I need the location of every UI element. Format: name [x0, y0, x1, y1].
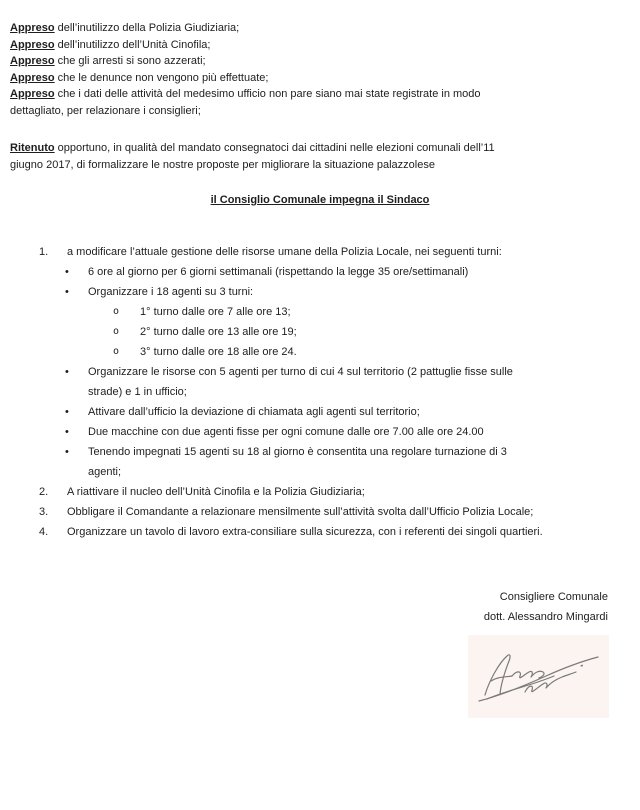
signature-image [468, 635, 609, 718]
premise-text: che gli arresti si sono azzerati; [57, 55, 206, 67]
resolution-row [10, 242, 630, 262]
premise-text: che le denunce non vengono più effettuate; [57, 71, 269, 84]
bullet-icon: • [65, 285, 69, 298]
resolution-row [10, 502, 630, 522]
bullet-icon: • [65, 365, 69, 378]
signature-role: Consigliere Comunale [499, 590, 608, 603]
resolution-line: Organizzare un tavolo di lavoro extra-consiliare sulla sicurezza, con i referenti dei singoli quartieri. [67, 525, 543, 538]
premise-paragraph [10, 20, 630, 37]
resolution-line: strade) e 1 in ufficio; [88, 385, 187, 398]
resolution-text [140, 302, 630, 322]
consideration-text: opportuno, in qualità del mandato consegnatoci dai cittadini nelle elezioni comunali dell’11 [57, 142, 495, 154]
resolution-text [67, 522, 630, 542]
resolution-line: Attivare dall’ufficio la deviazione di chiamata agli agenti sul territorio; [88, 405, 420, 418]
signature-name: dott. Alessandro Mingardi [483, 610, 608, 623]
premise-text: dell’inutilizzo dell’Unità Cinofila; [57, 38, 211, 51]
circle-bullet-icon: o [113, 305, 120, 317]
bullet-icon: • [65, 405, 69, 418]
resolution-line: 1° turno dalle ore 7 alle ore 13; [140, 305, 291, 318]
circle-bullet-icon: o [113, 325, 120, 337]
number-marker: 2. [39, 485, 49, 498]
resolution-text [88, 442, 630, 482]
resolution-line: agenti; [88, 465, 122, 478]
bullet-icon: • [65, 445, 69, 458]
premise-lead: Appreso [10, 38, 55, 51]
premise-paragraph [10, 70, 630, 87]
resolution-line: 2° turno dalle ore 13 alle ore 19; [140, 325, 297, 338]
resolution-row [10, 522, 630, 542]
resolution-text [140, 322, 630, 342]
resolution-text [88, 362, 630, 402]
resolution-row [10, 342, 630, 362]
circle-bullet-icon: o [113, 345, 120, 357]
resolution-line: Tenendo impegnati 15 agenti su 18 al giorno è consentita una regolare turnazione di 3 [88, 445, 507, 458]
resolution-line: Organizzare le risorse con 5 agenti per turno di cui 4 sul territorio (2 pattuglie fisse sulle [88, 365, 513, 378]
resolution-row [10, 282, 630, 302]
premise-paragraph [10, 86, 630, 119]
bullet-icon: • [65, 265, 69, 278]
resolution-text [88, 402, 630, 422]
premises-section [10, 20, 630, 119]
resolution-text [67, 242, 630, 262]
consideration-section [10, 140, 630, 173]
resolution-row [10, 362, 630, 402]
resolution-line: A riattivare il nucleo dell’Unità Cinofila e la Polizia Giudiziaria; [67, 485, 365, 498]
premise-text: dell’inutilizzo della Polizia Giudiziaria; [57, 22, 240, 34]
resolution-text [67, 502, 630, 522]
resolution-text [88, 422, 630, 442]
premise-lead: Appreso [10, 71, 55, 84]
resolution-line: Obbligare il Comandante a relazionare mensilmente sull’attività svolta dall’Ufficio Polizia Locale; [67, 505, 534, 518]
number-marker: 4. [39, 525, 49, 538]
resolution-row [10, 262, 630, 282]
number-marker: 3. [39, 505, 49, 518]
resolution-row [10, 402, 630, 422]
council-heading: il Consiglio Comunale impegna il Sindaco [210, 194, 430, 206]
consideration-lead: Ritenuto [10, 142, 55, 154]
signature-box [468, 635, 609, 718]
premise-paragraph [10, 37, 630, 54]
consideration-text: giugno 2017, di formalizzare le nostre proposte per migliorare la situazione palazzolese [10, 158, 435, 171]
bullet-icon: • [65, 425, 69, 438]
resolution-text [88, 282, 630, 302]
resolution-row [10, 322, 630, 342]
resolution-row [10, 422, 630, 442]
resolution-line: 6 ore al giorno per 6 giorni settimanali (rispettando la legge 35 ore/settimanali) [88, 265, 469, 278]
resolution-text [67, 482, 630, 502]
premise-lead: Appreso [10, 55, 55, 67]
premise-lead: Appreso [10, 88, 55, 100]
consideration-paragraph [10, 140, 630, 173]
resolution-list [10, 242, 630, 542]
resolution-text [88, 262, 630, 282]
resolution-line: a modificare l’attuale gestione delle risorse umane della Polizia Locale, nei seguenti turni: [67, 245, 502, 258]
resolution-line: Organizzare i 18 agenti su 3 turni: [88, 285, 254, 298]
premise-text: dettagliato, per relazionare i consiglieri; [10, 104, 201, 117]
resolution-row [10, 302, 630, 322]
signature-block [10, 587, 630, 627]
number-marker: 1. [39, 245, 49, 258]
resolution-row [10, 442, 630, 482]
premise-lead: Appreso [10, 22, 55, 34]
premise-paragraph [10, 53, 630, 70]
resolution-text [140, 342, 630, 362]
resolution-row [10, 482, 630, 502]
resolution-line: 3° turno dalle ore 18 alle ore 24. [140, 345, 297, 358]
resolution-line: Due macchine con due agenti fisse per ogni comune dalle ore 7.00 alle ore 24.00 [88, 425, 484, 438]
premise-text: che i dati delle attività del medesimo ufficio non pare siano mai state registrate in modo [57, 88, 481, 100]
